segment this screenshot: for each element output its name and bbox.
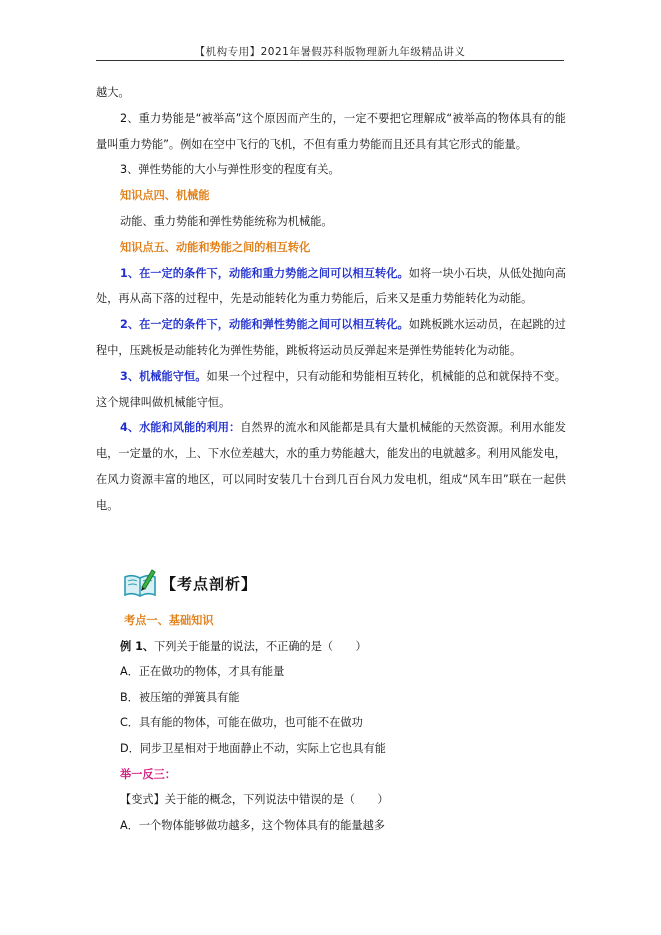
water-wind-lead: 4、水能和风能的利用： — [120, 421, 241, 435]
example-1-option-b: B．被压缩的弹簧具有能 — [120, 690, 240, 704]
example-1-label: 例 1、 — [120, 639, 155, 653]
paragraph-conversion-2 — [96, 312, 566, 364]
example-1 — [120, 634, 565, 660]
analysis-banner-title: 【考点剖析】 — [161, 574, 258, 593]
juyi-heading: 举一反三： — [120, 767, 176, 781]
header-rule — [96, 60, 564, 61]
example-1-option-c: C．具有能的物体，可能在做功，也可能不在做功 — [120, 716, 363, 730]
conservation-lead: 3、机械能守恒。 — [120, 369, 207, 383]
paragraph-continuation: 越大。 — [96, 86, 130, 99]
example-1-option-d: D．同步卫星相对于地面静止不动，实际上它也具有能 — [120, 741, 386, 755]
topic-1-heading: 考点一、基础知识 — [124, 614, 214, 627]
variant-question: 【变式】关于能的概念，下列说法中错误的是（ ） — [120, 793, 389, 807]
paragraph-gravity-potential: 2、重力势能是“被举高”这个原因而产生的，一定不要把它理解成“被举高的物体具有的能量叫重力势能”。例如在空中飞行的飞机，不但有重力势能而且还具有其它形式的能量。 — [96, 111, 566, 151]
paragraph-water-wind — [96, 415, 566, 518]
page-header: 【机构专用】2021年暑假苏科版物理新九年级精品讲义 — [194, 46, 466, 58]
paragraph-elastic-potential: 3、弹性势能的大小与弹性形变的程度有关。 — [120, 163, 340, 177]
paragraph-conversion-1 — [96, 261, 566, 313]
heading-knowledge-5: 知识点五、动能和势能之间的相互转化 — [120, 240, 311, 254]
example-1-option-a: A．正在做功的物体，才具有能量 — [120, 665, 285, 679]
conservation-body: 如果一个过程中，只有动能和势能相互转化，机械能的总和就保持不变。这个规律叫做机械能守恒。 — [96, 369, 566, 409]
book-pencil-icon — [123, 567, 157, 599]
conversion-1-body: 如将一块小石块，从低处抛向高处，再从高下落的过程中，先是动能转化为重力势能后，后来又是重力势能转化为动能。 — [96, 266, 566, 306]
heading-knowledge-4: 知识点四、机械能 — [120, 189, 210, 203]
analysis-content — [120, 608, 565, 838]
paragraph-conservation — [96, 364, 566, 416]
conversion-1-lead: 1、在一定的条件下，动能和重力势能之间可以相互转化。 — [120, 266, 409, 280]
example-1-question: 下列关于能量的说法，不正确的是（ ） — [154, 639, 367, 653]
knowledge-content — [96, 80, 566, 519]
section-banner — [123, 566, 257, 600]
water-wind-body: 自然界的流水和风能都是具有大量机械能的天然资源。利用水能发电，一定量的水，上、下水位差越大，水的重力势能越大，能发出的电就越多。利用风能发电，在风力资源丰富的地区，可以同时安装几十台到几百台风力发电机，组成“风车田”联在一起供电。 — [96, 421, 566, 512]
variant-option-a: A．一个物体能够做功越多，这个物体具有的能量越多 — [120, 818, 385, 832]
conversion-2-body: 如跳板跳水运动员，在起跳的过程中，压跳板是动能转化为弹性势能，跳板将运动员反弹起来是弹性势能转化为动能。 — [96, 318, 566, 357]
paragraph-mechanical-energy: 动能、重力势能和弹性势能统称为机械能。 — [120, 214, 333, 228]
conversion-2-lead: 2、在一定的条件下，动能和弹性势能之间可以相互转化。 — [120, 318, 409, 332]
